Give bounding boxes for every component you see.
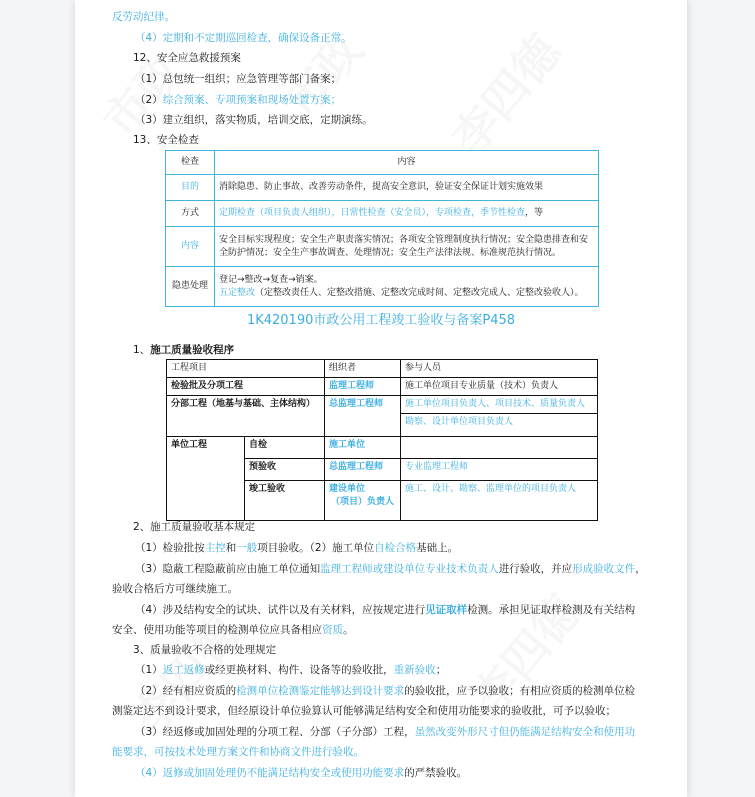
table-cell: 定期检查（项目负责人组织），日常性检查（安全员），专项检查，季节性检查，等 bbox=[215, 201, 599, 227]
table-cell: 施工单位 bbox=[325, 437, 401, 459]
text-line: （1）总包统一组织；应急管理等部门备案； bbox=[135, 73, 342, 85]
table-cell: 安全目标实现程度；安全生产职责落实情况；各项安全管理制度执行情况；安全隐患排查和安全防护情况；安全生产事故调查、处理情况；安全生产法律法规、标准规范执行情况。 bbox=[215, 227, 599, 267]
text-line: （3）建立组织，落实物质，培训交底，定期演练。 bbox=[135, 114, 373, 126]
text-line: （4）涉及结构安全的试块、试件以及有关材料，应按规定进行见证取样检测。承担见证取样检测及有关结构 bbox=[135, 604, 636, 616]
table-cell: 专业监理工程师 bbox=[401, 459, 598, 481]
text-line: 安全、使用功能等项目的检测单位应具备相应资质。 bbox=[112, 624, 354, 636]
table-header: 参与人员 bbox=[401, 360, 598, 378]
table-key: 方式 bbox=[166, 201, 215, 227]
table-cell: 自检 bbox=[245, 437, 325, 459]
table-cell: 施工单位项目负责人、项目技术、质量负责人 bbox=[401, 396, 598, 414]
acceptance-procedure-table bbox=[166, 359, 598, 521]
table-cell: 施工单位项目专业质量（技术）负责人 bbox=[401, 378, 598, 396]
table-cell: 建设单位 （项目）负责人 bbox=[325, 481, 401, 521]
table-cell: 登记→整改→复查→销案。 五定整改（定整改责任人、定整改措施、定整改完成时间、定整改完成人、定整改验收人）。 bbox=[215, 267, 599, 307]
document-page bbox=[75, 0, 687, 797]
text-line: （4）返修或加固处理仍不能满足结构安全或使用功能要求的严禁验收。 bbox=[135, 767, 468, 779]
section-heading: 13、安全检查 bbox=[133, 134, 199, 146]
section-heading: 12、安全应急救援预案 bbox=[133, 52, 241, 64]
table-cell: 总监理工程师 bbox=[325, 459, 401, 481]
section-title: 1K420190市政公用工程竣工验收与备案P458 bbox=[246, 313, 516, 328]
table-cell: 监理工程师 bbox=[325, 378, 401, 396]
text-line: （4）定期和不定期巡回检查，确保设备正常。 bbox=[135, 32, 352, 44]
section-heading: 1、施工质量验收程序 bbox=[133, 344, 235, 356]
table-cell: 勘察、设计单位项目负责人 bbox=[401, 414, 598, 437]
text-line: 测鉴定达不到设计要求，但经原设计单位验算认可能够满足结构安全和使用功能要求的验收批，可予以验收； bbox=[112, 705, 616, 717]
section-heading: 3、质量验收不合格的处理规定 bbox=[133, 644, 277, 656]
table-header: 组织者 bbox=[325, 360, 401, 378]
table-cell: 竣工验收 bbox=[245, 481, 325, 521]
table-cell: 施工、设计、勘察、监理单位的项目负责人 bbox=[401, 481, 598, 521]
text-line: （2）综合预案、专项预案和现场处置方案； bbox=[135, 94, 342, 106]
table-header: 内容 bbox=[215, 151, 599, 175]
text-line: 验收合格后方可继续施工。 bbox=[112, 583, 238, 595]
table-header: 工程项目 bbox=[167, 360, 325, 378]
table-key: 目的 bbox=[166, 175, 215, 201]
table-cell: 检验批及分项工程 bbox=[167, 378, 325, 396]
table-key: 内容 bbox=[166, 227, 215, 267]
table-key: 隐患处理 bbox=[166, 267, 215, 307]
table-cell: 总监理工程师 bbox=[325, 396, 401, 437]
table-header: 检查 bbox=[166, 151, 215, 175]
text-line: （1）检验批按主控和一般项目验收。（2）施工单位自检合格基础上。 bbox=[135, 542, 459, 554]
table-cell: 单位工程 bbox=[167, 437, 245, 521]
table-cell: 分部工程（地基与基础、主体结构） bbox=[167, 396, 325, 437]
table-cell: 预验收 bbox=[245, 459, 325, 481]
text-line: （1）返工返修或经更换材料、构件、设备等的验收批，重新验收； bbox=[135, 664, 447, 676]
safety-check-table bbox=[165, 150, 599, 307]
text-line: （3）经返修或加固处理的分项工程、分部（子分部）工程，虽然改变外形尺寸但仍能满足结构安全和使用功 bbox=[135, 726, 636, 738]
table-cell bbox=[401, 437, 598, 459]
text-line: （3）隐蔽工程隐蔽前应由施工单位通知监理工程师或建设单位专业技术负责人进行验收，并应形成验收文件， bbox=[135, 563, 646, 575]
watermark bbox=[434, 19, 573, 167]
text-line: （2）经有相应资质的检测单位检测鉴定能够达到设计要求的验收批，应予以验收；有相应资质的检测单位检 bbox=[135, 685, 636, 697]
text-line: 反劳动纪律。 bbox=[112, 11, 175, 23]
section-heading: 2、施工质量验收基本规定 bbox=[133, 521, 256, 533]
table-cell: 消除隐患、防止事故、改善劳动条件，提高安全意识，验证安全保证计划实施效果 bbox=[215, 175, 599, 201]
text-line: 能要求，可按技术处理方案文件和协商文件进行验收。 bbox=[112, 746, 364, 758]
